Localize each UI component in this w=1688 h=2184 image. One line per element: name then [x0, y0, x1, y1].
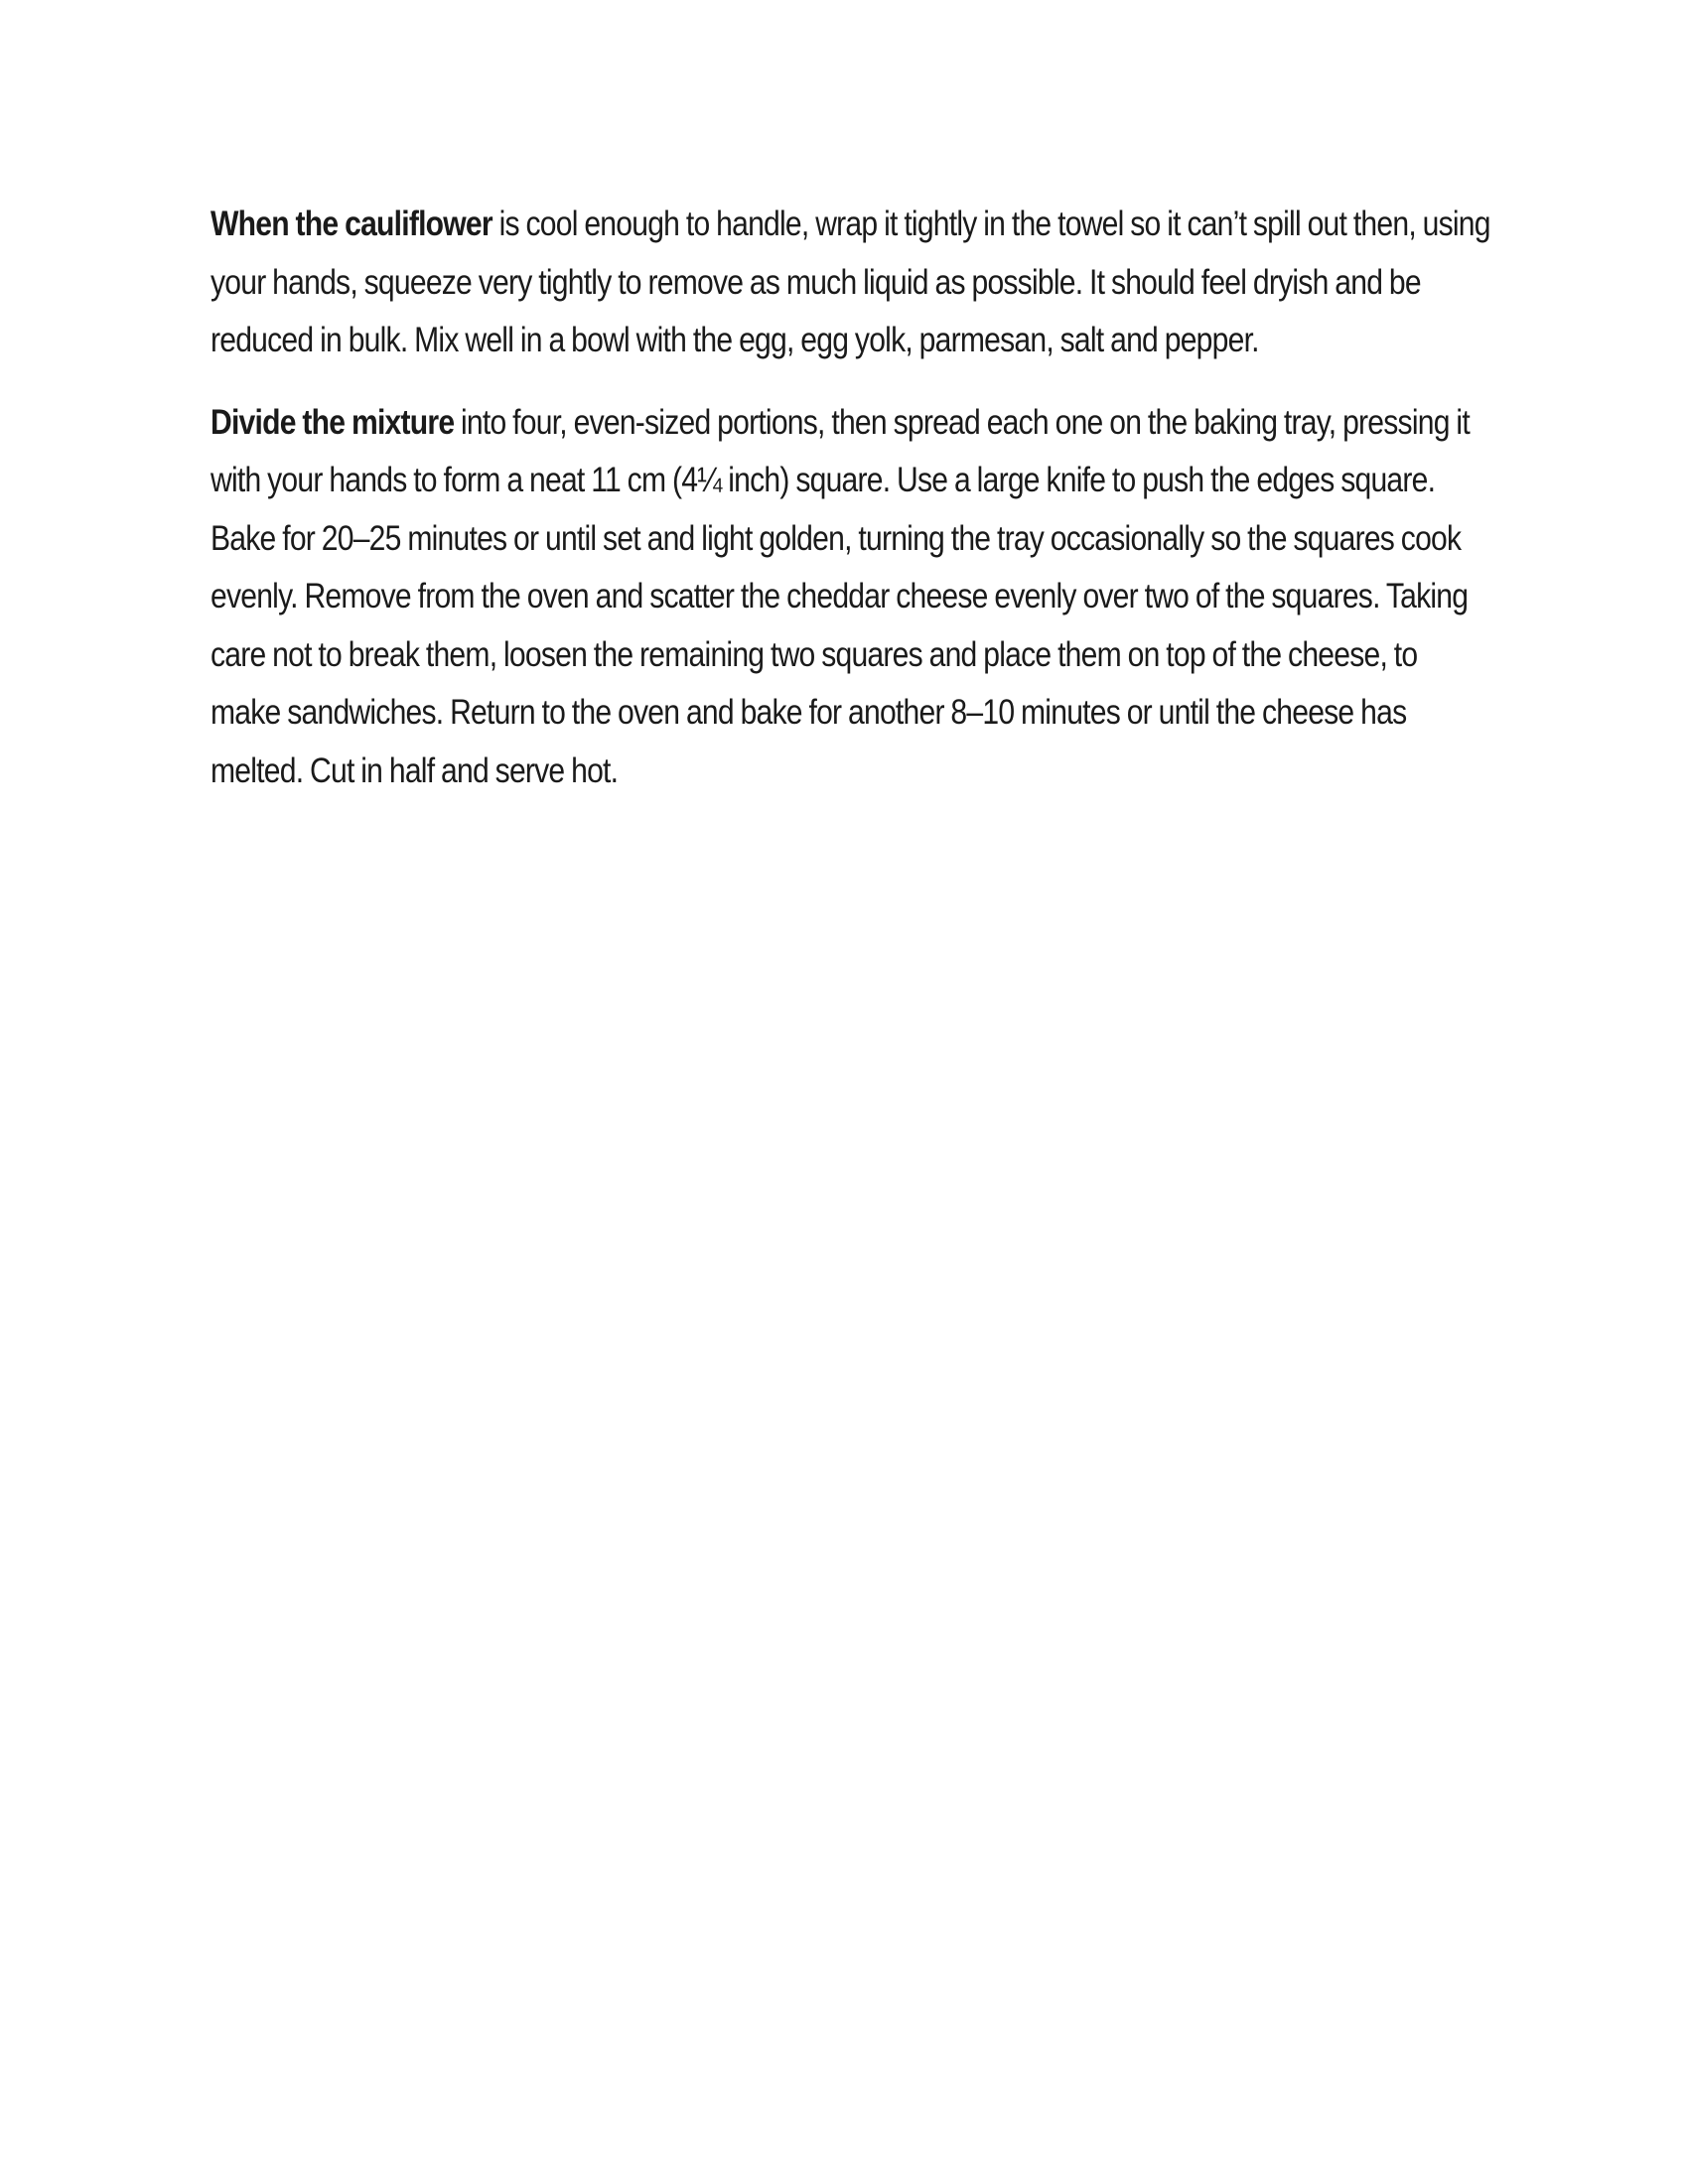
step-body-text: into four, even-sized portions, then spread each one on the baking tray, pressing it with your hands to form a neat 11 cm (4¼ inch) square. Use a large knife to push the edges square. Bake for 20–25 minutes or until set and light golden, turning the tray occasionally so the squares cook evenly. Remove from the oven and scatter the cheddar cheese evenly over two of the squares. Taking care not to break them, loosen the remaining two squares and place them on top of the cheese, to make sandwiches. Return to the oven and bake for another 8–10 minutes or until the cheese has melted. Cut in half and serve hot.	[211, 402, 1470, 790]
method-step-paragraph	[211, 196, 1491, 370]
step-lead-phrase: When the cauliflower	[211, 205, 492, 243]
step-body-text: is cool enough to handle, wrap it tightly in the towel so it can’t spill out then, using your hands, squeeze very tightly to remove as much liquid as possible. It should feel dryish and be reduced in bulk. Mix well in a bowl with the egg, egg yolk, parmesan, salt and pepper.	[211, 205, 1490, 359]
recipe-method-text	[211, 196, 1491, 800]
method-step-paragraph	[211, 394, 1491, 801]
step-lead-phrase: Divide the mixture	[211, 402, 455, 442]
